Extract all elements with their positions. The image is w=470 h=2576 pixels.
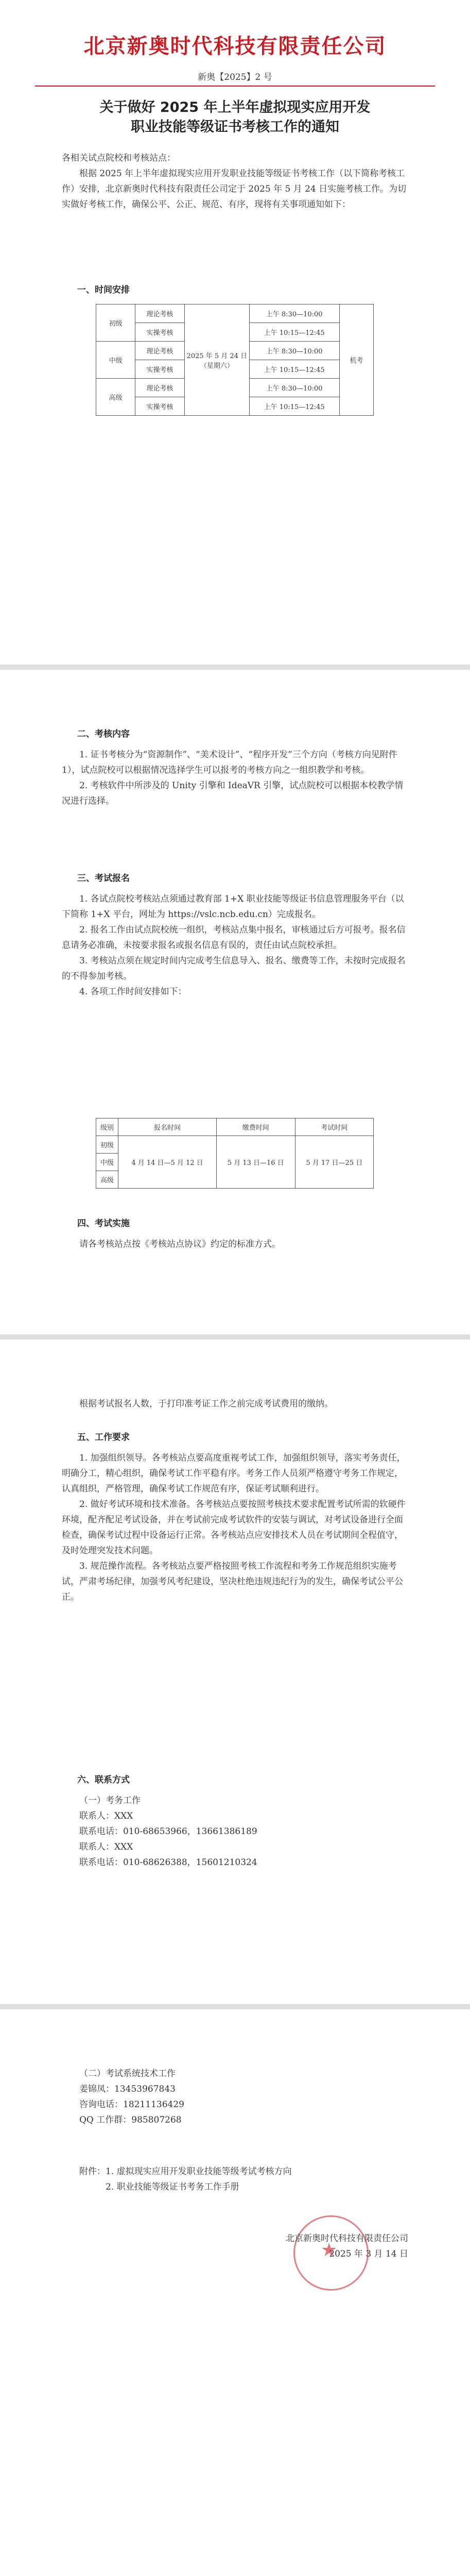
page-1 (0, 0, 470, 665)
paragraph: 1. 证书考核分为“资源制作”、“美术设计”、“程序开发”三个方向（考核方向见附件 1），试点院校可以根据情况选择学生可以报考的考核方向之一组织教学和考核。 (62, 750, 397, 775)
section-heading: 三、考试报名 (77, 873, 130, 884)
cell-exam: 5 月 17 日—25 日 (295, 1136, 373, 1189)
paragraph: 2. 做好考试环境和技术准备。各考核站点要按照考核技术要求配置考试所需的软硬件环境，配齐配足考试设备，并在考试前完成考试软件的安装与调试，对考试设备进行全面检查，确保考试过程中设备运行正常。各考核站点应安排技术人员在考试期间全程值守，及时处理突发技术问题。 (62, 1499, 406, 1556)
page-2 (0, 670, 470, 1334)
section-heading: 一、时间安排 (77, 285, 130, 295)
cell-time: 上午 10:15—12:45 (249, 397, 339, 416)
signature-block (62, 2231, 408, 2262)
signature-date: 2025 年 3 月 14 日 (329, 2249, 408, 2259)
cell-time: 上午 10:15—12:45 (249, 360, 339, 379)
cell-subject: 理论考核 (135, 304, 185, 323)
column-header: 缴费时间 (217, 1118, 295, 1136)
section-heading: 六、联系方式 (77, 1775, 130, 1785)
salutation: 各相关试点院校和考核站点： (62, 153, 176, 163)
contact-qq: QQ 工作群：985807268 (79, 2115, 182, 2125)
cell-note: 机考 (339, 304, 373, 416)
document-number: 新奥【2025】2 号 (198, 72, 272, 82)
attachments-block (62, 2164, 408, 2195)
tech-contact-block (62, 2066, 408, 2128)
section-heading: 五、工作要求 (77, 1432, 130, 1443)
table-row (96, 304, 374, 323)
cell-level: 中级 (96, 342, 135, 379)
contact-block (62, 1793, 408, 1870)
contact-subheading: （一）考务工作 (79, 1795, 141, 1806)
cell-subject: 实操考核 (135, 360, 185, 379)
schedule-table (96, 304, 374, 416)
section-heading: 二、考核内容 (77, 729, 130, 739)
cell-subject: 理论考核 (135, 379, 185, 397)
paragraph: 根据考试报名人数，于打印准考证工作之前完成考试费用的缴纳。 (79, 1399, 333, 1409)
star-icon: ★ (321, 2240, 338, 2261)
attachment-item: 1. 虚拟现实应用开发职业技能等级考试考核方向 (106, 2166, 292, 2177)
signature-org: 北京新奥时代科技有限责任公司 (286, 2233, 408, 2244)
cell-level: 初级 (96, 304, 135, 342)
content-block (62, 747, 408, 809)
paragraph: 请各考核站点按《考核站点协议》约定的标准方式。 (79, 1239, 281, 1249)
paragraph: 1. 各试点院校考核站点须通过教育部 1+X 职业技能等级证书信息管理服务平台（以下简称 1+X 平台，网址为 https://vslc.ncb.edu.cn）完成报名。 (62, 894, 404, 920)
column-header: 报名时间 (118, 1118, 217, 1136)
cell-subject: 实操考核 (135, 323, 185, 342)
intro-block (62, 150, 408, 212)
cell-level: 高级 (96, 379, 135, 416)
cell-time: 上午 8:30—10:00 (249, 304, 339, 323)
paragraph: 1. 加强组织领导。各考核站点要高度重视考试工作，加强组织领导，落实考务责任，明确分工，精心组织，确保考试工作平稳有序。考务工作人员须严格遵守考务工作规定，认真组织，严格管理，确保考试工作规范有序，保证考试顺利进行。 (62, 1453, 406, 1494)
cell-reg: 4 月 14 日—5 月 12 日 (118, 1136, 217, 1189)
notice-title: 关于做好 2025 年上半年虚拟现实应用开发 职业技能等级证书考核工作的通知 (99, 99, 371, 135)
cell-date: 2025 年 5 月 24 日（星期六） (184, 304, 249, 416)
paragraph: 3. 考核站点须在规定时间内完成考生信息导入、报名、缴费等工作，未按时完成报名的不得参加考核。 (62, 956, 406, 981)
cell-time: 上午 8:30—10:00 (249, 342, 339, 360)
table-header-row (96, 1118, 374, 1136)
cell-pay: 5 月 13 日—16 日 (217, 1136, 295, 1189)
exam-block (62, 1236, 408, 1252)
column-header: 考试时间 (295, 1118, 373, 1136)
cell-subject: 实操考核 (135, 397, 185, 416)
cell-subject: 理论考核 (135, 342, 185, 360)
page-3 (0, 1340, 470, 2004)
contact-name: 联系人：XXX (79, 1811, 133, 1821)
signup-table (96, 1118, 374, 1189)
contact-name: 联系人：XXX (79, 1842, 133, 1852)
signup-block (62, 891, 408, 999)
section-heading: 四、考试实施 (77, 1218, 130, 1229)
attachment-item: 2. 职业技能等级证书考务工作手册 (106, 2182, 239, 2192)
attachments-label: 附件： (79, 2166, 106, 2177)
paragraph: 4. 各项工作时间安排如下： (79, 987, 187, 997)
paragraph: 2. 报名工作由试点院校统一组织，考核站点集中报名，审核通过后方可报考。报名信息请务必准确，未按要求报名或报名信息有误的，责任由试点院校承担。 (62, 925, 406, 951)
letterhead-rule (35, 86, 435, 87)
letterhead-org: 北京新奥时代科技有限责任公司 (83, 35, 387, 58)
column-header: 级别 (96, 1118, 118, 1136)
contact-phone: 联系电话：010-68653966，13661386189 (79, 1826, 257, 1837)
paragraph: 2. 考核软件中所涉及的 Unity 引擎和 IdeaVR 引擎，试点院校可以根据本校教学情况进行选择。 (62, 781, 404, 806)
contact-phone: 联系电话：010-68626388，15601210324 (79, 1857, 257, 1868)
cell-level: 初级 (96, 1136, 118, 1154)
page-4 (0, 2009, 470, 2576)
cell-level: 中级 (96, 1154, 118, 1171)
contact-phone: 咨询电话：18211136429 (79, 2099, 184, 2110)
paragraph: 3. 规范操作流程。各考核站点要严格按照考核工作流程和考务工作规范组织实施考试，严肃考场纪律，加强考风考纪建设，坚决杜绝违规违纪行为的发生，确保考试公平公正。 (62, 1561, 403, 1602)
table-row (96, 1136, 374, 1154)
cell-time: 上午 10:15—12:45 (249, 323, 339, 342)
intro-paragraph: 根据 2025 年上半年虚拟现实应用开发职业技能等级证书考核工作（以下简称考核工作）安排，北京新奥时代科技有限责任公司定于 2025 年 5 月 24 日实施考核工作。为切实做好考核工作，确保公平、公正、规范、有序，现将有关事项通知如下： (62, 168, 407, 210)
contact-subheading: （二）考试系统技术工作 (79, 2069, 176, 2079)
requirements-block (62, 1450, 408, 1605)
contact-name: 姜锦凤：13453967843 (79, 2084, 176, 2094)
cell-time: 上午 8:30—10:00 (249, 379, 339, 397)
carryover-block (62, 1396, 408, 1412)
cell-level: 高级 (96, 1171, 118, 1189)
